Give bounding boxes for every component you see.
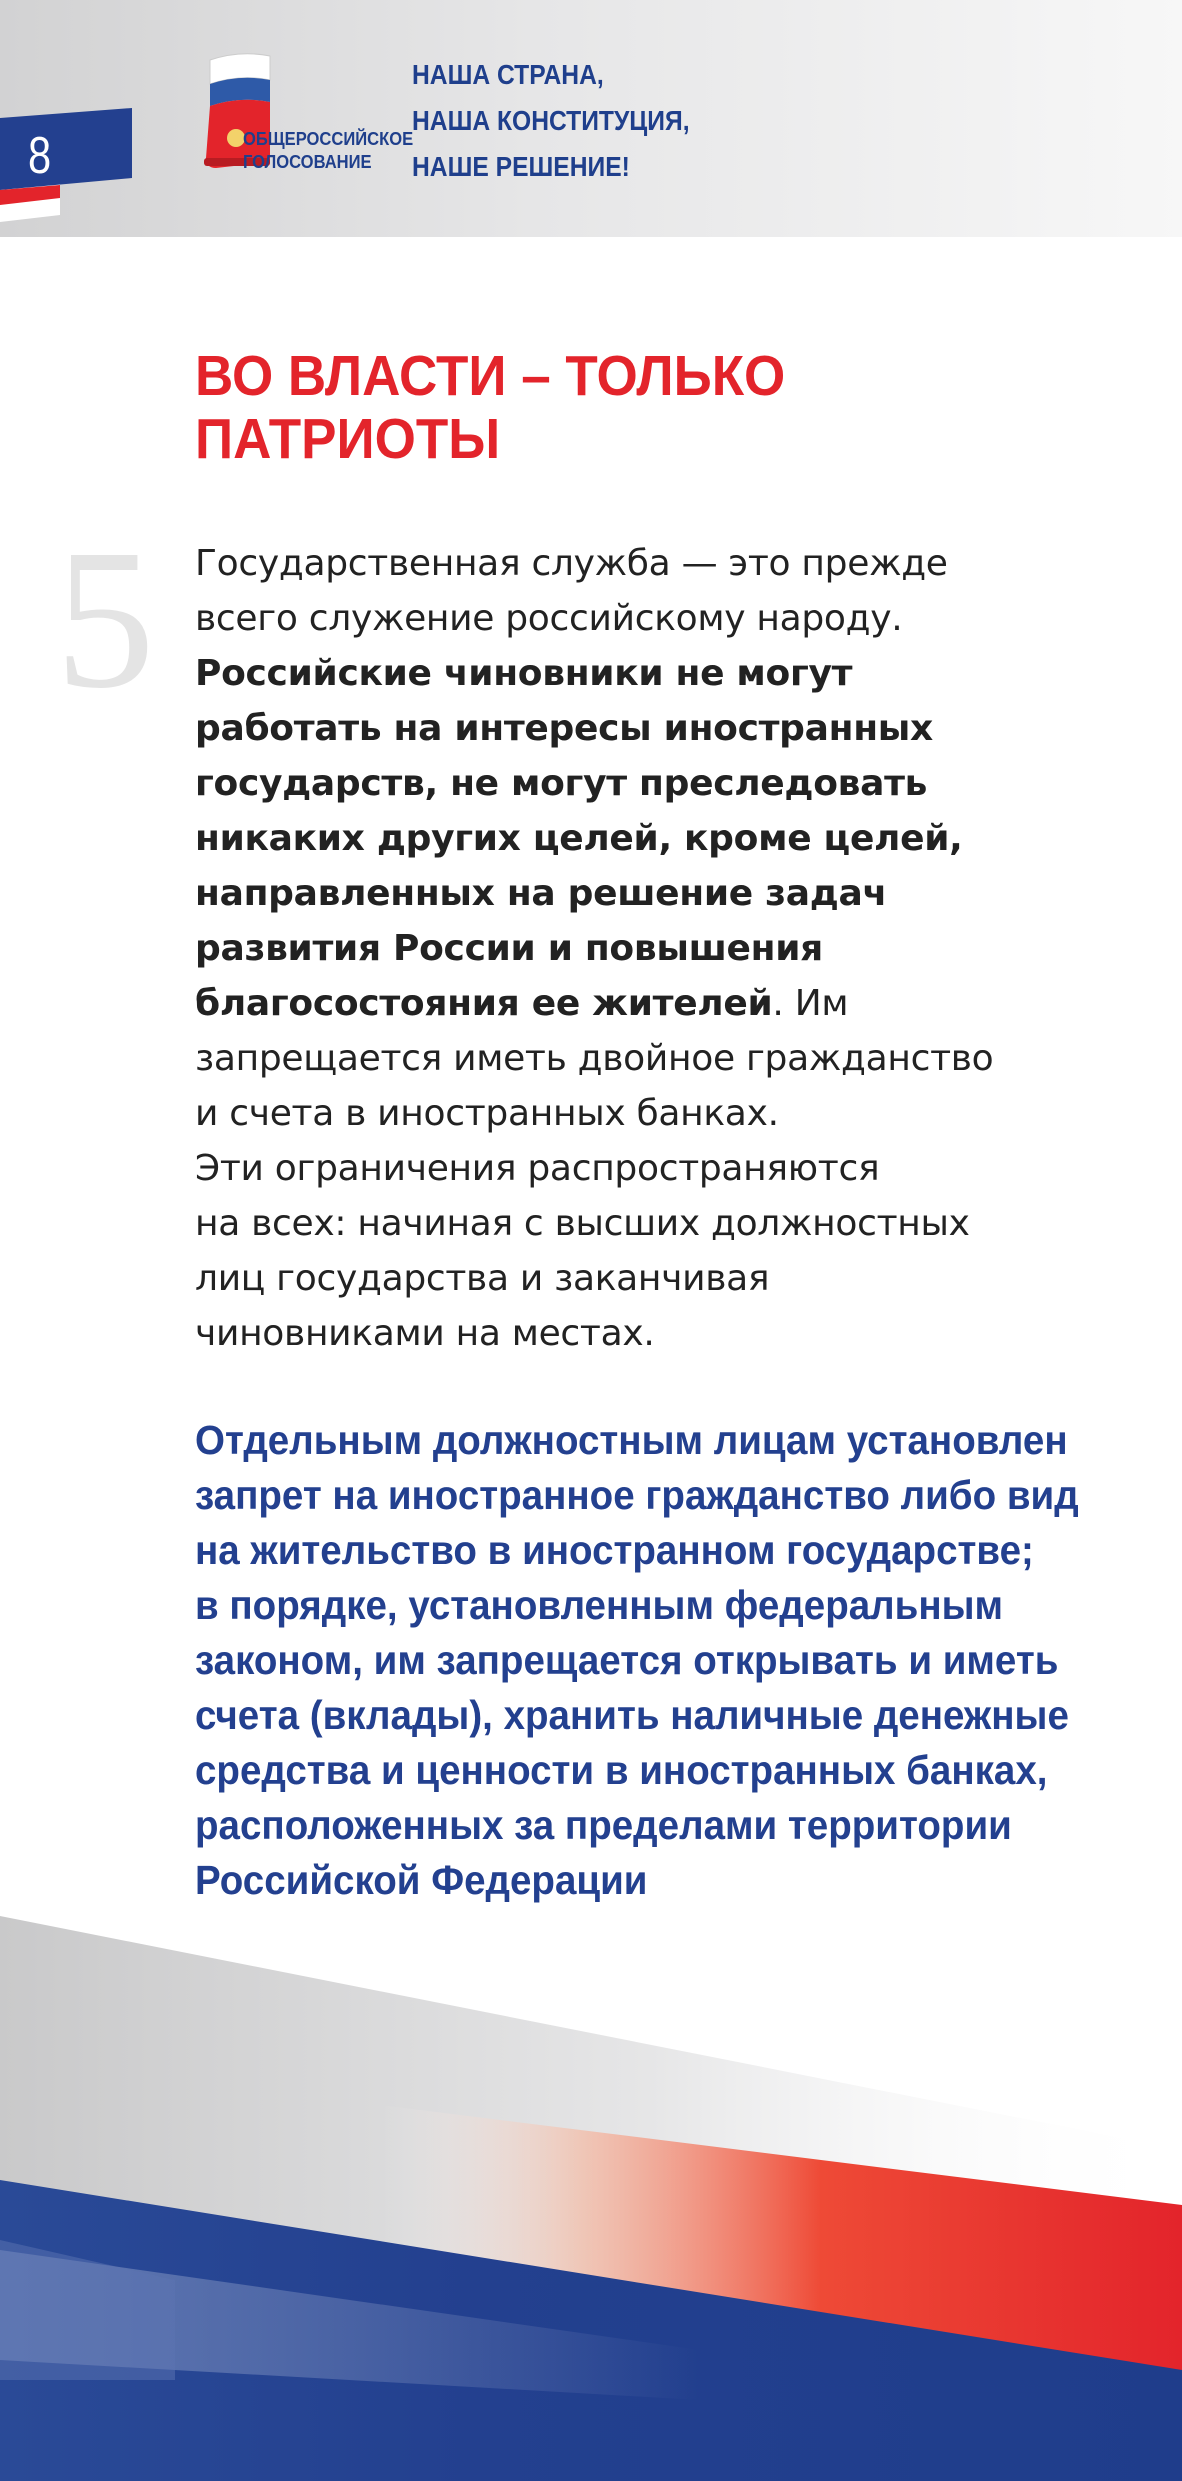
callout-line: расположенных за пределами территории — [195, 1802, 1012, 1848]
body-bold-line: Российские чиновники не могут — [195, 653, 853, 694]
body-bold-line: работать на интересы иностранных — [195, 708, 933, 749]
callout-line: на жительство в иностранном государстве; — [195, 1527, 1034, 1573]
callout-line: Отдельным должностным лицам установлен — [195, 1417, 1068, 1463]
callout-line: Российской Федерации — [195, 1857, 648, 1903]
body-line: и счета в иностранных банках. — [195, 1093, 779, 1134]
section-title-line-1: ВО ВЛАСТИ – ТОЛЬКО — [195, 344, 786, 408]
slogan-line-3: НАШЕ РЕШЕНИЕ! — [412, 151, 630, 182]
body-bold-line: развития России и повышения — [195, 928, 823, 969]
header-slogan — [412, 52, 690, 190]
logo-caption — [243, 128, 413, 174]
logo-caption-line-2: ГОЛОСОВАНИЕ — [243, 152, 372, 172]
section-body — [195, 536, 1095, 1361]
section-title — [195, 345, 785, 471]
body-bold-line: никаких других целей, кроме целей, — [195, 818, 963, 859]
callout-line: средства и ценности в иностранных банках, — [195, 1747, 1048, 1793]
footer-flag-decoration — [0, 1900, 1182, 2481]
body-line: чиновниками на местах. — [195, 1313, 655, 1354]
body-bold-line: государств, не могут преследовать — [195, 763, 928, 804]
section-number: 5 — [55, 509, 155, 730]
legal-callout — [195, 1413, 1079, 1908]
body-line: на всех: начиная с высших должностных — [195, 1203, 970, 1244]
body-bold-line: благосостояния ее жителей — [195, 983, 773, 1024]
body-line: лиц государства и заканчивая — [195, 1258, 770, 1299]
page-header — [0, 0, 1182, 237]
logo-caption-line-1: ОБЩЕРОССИЙСКОЕ — [243, 129, 414, 149]
flag-stripes-decoration — [0, 0, 140, 237]
callout-line: запрет на иностранное гражданство либо вид — [195, 1472, 1079, 1518]
body-bold-line: направленных на решение задач — [195, 873, 887, 914]
section-title-line-2: ПАТРИОТЫ — [195, 407, 501, 471]
slogan-line-2: НАША КОНСТИТУЦИЯ, — [412, 105, 690, 136]
body-line: Государственная служба — это прежде — [195, 543, 948, 584]
callout-line: законом, им запрещается открывать и иметь — [195, 1637, 1059, 1683]
callout-line: в порядке, установленным федеральным — [195, 1582, 1004, 1628]
body-line-tail: . Им — [772, 983, 849, 1024]
body-line: Эти ограничения распространяются — [195, 1148, 880, 1189]
callout-line: счета (вклады), хранить наличные денежные — [195, 1692, 1069, 1738]
page-number: 8 — [28, 127, 52, 185]
body-line: всего служение российскому народу. — [195, 598, 903, 639]
body-line: запрещается иметь двойное гражданство — [195, 1038, 994, 1079]
slogan-line-1: НАША СТРАНА, — [412, 59, 604, 90]
